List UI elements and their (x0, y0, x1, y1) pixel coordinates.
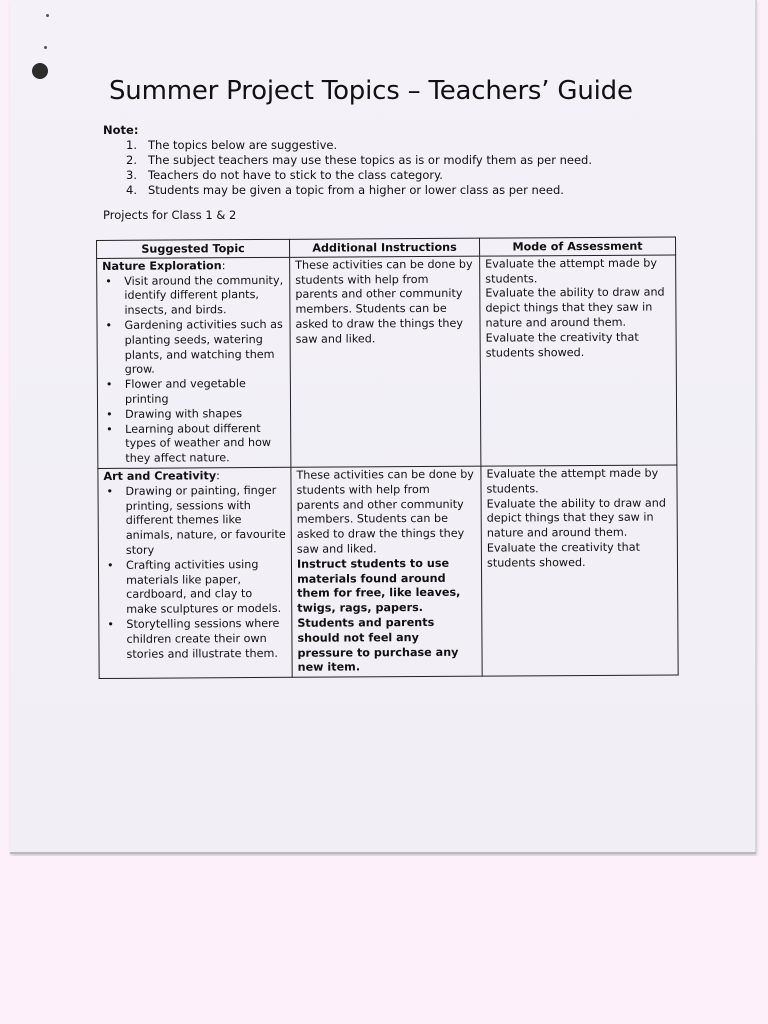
header-additional-instructions: Additional Instructions (289, 238, 479, 257)
category-title: Nature Exploration: (102, 259, 226, 273)
header-mode-of-assessment: Mode of Assessment (479, 237, 675, 256)
bullet-icon: • (105, 378, 113, 392)
bullet-icon: • (107, 617, 114, 631)
page-edge (755, 0, 757, 852)
punch-hole (32, 63, 48, 79)
note-item: 3. Teachers do not have to stick to the class category. (126, 168, 443, 182)
list-item: • Crafting activities using materials like paper, cardboard, and clay to make sculptures or models. (106, 557, 282, 616)
instructions-cell (291, 466, 482, 677)
topic-bullet-list (102, 273, 285, 466)
list-item: • Visit around the community, identify different plants, insects, and birds. (105, 273, 284, 318)
bullet-icon: • (105, 274, 112, 288)
header-suggested-topic: Suggested Topic (97, 239, 290, 258)
topic-cell (98, 467, 292, 678)
assessment-line: Evaluate the ability to draw and depict things that they saw in nature and around them. (486, 496, 666, 540)
category-title: Art and Creativity: (103, 469, 220, 483)
list-item: • Drawing or painting, finger printing, sessions with different themes like animals, nature, or favourite story (106, 483, 286, 557)
bullet-icon: • (106, 558, 114, 572)
bullet-icon: • (106, 422, 113, 436)
note-heading: Note: (103, 123, 139, 137)
assessment-line: Evaluate the ability to draw and depict things that they saw in nature and around them. (485, 285, 665, 330)
table-row (98, 465, 678, 679)
topics-table (96, 236, 679, 679)
page-title: Summer Project Topics – Teachers’ Guide (109, 76, 633, 106)
instructions-text: These activities can be done by students with help from parents and other community members. Students can be asked to draw the things they saw and liked. (296, 467, 474, 556)
projects-heading: Projects for Class 1 & 2 (103, 208, 237, 222)
note-item: 4. Students may be given a topic from a higher or lower class as per need. (126, 183, 564, 197)
list-item: • Flower and vegetable printing (105, 377, 246, 406)
scan-margin (0, 856, 768, 1024)
assessment-line: Evaluate the attempt made by students. (486, 466, 659, 496)
scan-speck (46, 14, 49, 17)
assessment-line: Evaluate the creativity that students showed. (486, 540, 641, 570)
list-item: • Drawing with shapes (106, 406, 243, 421)
bullet-icon: • (106, 407, 113, 421)
note-list (126, 138, 592, 198)
table-row (97, 255, 677, 469)
assessment-cell (480, 255, 677, 466)
note-item: 1. The topics below are suggestive. (126, 138, 338, 152)
bullet-icon: • (106, 484, 114, 498)
instructions-text: These activities can be done by students with help from parents and other community members. Students can be asked to draw the things they saw and liked. (295, 257, 473, 346)
bullet-icon: • (105, 318, 113, 332)
assessment-cell (481, 465, 678, 676)
list-item: • Learning about different types of weather and how they affect nature. (106, 421, 272, 465)
note-item: 2. The subject teachers may use these topics as is or modify them as per need. (126, 153, 592, 167)
list-item: • Gardening activities such as planting seeds, watering plants, and watching them grow. (105, 317, 283, 377)
list-item: • Storytelling sessions where children create their own stories and illustrate them. (107, 616, 280, 661)
scan-speck (44, 46, 47, 49)
assessment-line: Evaluate the creativity that students showed. (485, 330, 639, 360)
scanned-page (10, 0, 756, 854)
assessment-line: Evaluate the attempt made by students. (485, 256, 658, 286)
topic-bullet-list (103, 484, 286, 663)
instructions-cell (290, 256, 481, 467)
topic-cell (97, 257, 291, 468)
instructions-bold-text: Instruct students to use materials found around them for free, like leaves, twigs, rags, papers. Students and parents should not feel any pressure to purchase any new item. (296, 556, 461, 675)
